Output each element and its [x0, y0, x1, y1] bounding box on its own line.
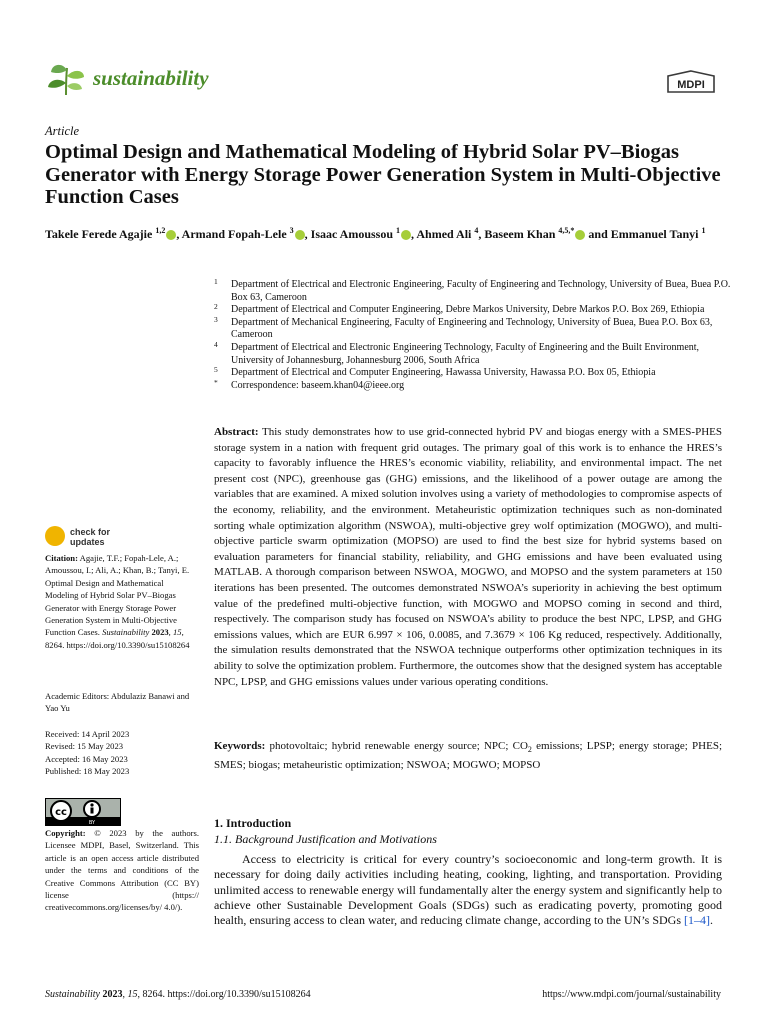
author-name: Armand Fopah-Lele — [181, 227, 290, 241]
orcid-icon[interactable] — [401, 230, 411, 240]
date-line: Received: 14 April 2023 — [45, 729, 130, 739]
author-affiliation-sup: 3 — [289, 226, 294, 235]
citation-block: Citation: Agajie, T.F.; Fopah-Lele, A.; Amoussou, I.; Ali, A.; Khan, B.; Tanyi, E. Optimal Design and Mathematical Modeling of Hybrid Solar PV–Biogas Generator with Energy Storage Power Generation System in Multi-Objective Function Cases. Sustainability 2023, 15, 8264. https://doi.org/10.3390/su15108264 — [45, 553, 190, 650]
author-affiliation-sup: 1 — [701, 226, 706, 235]
orcid-icon[interactable] — [575, 230, 585, 240]
keywords-label: Keywords: — [214, 740, 266, 752]
article-dates — [45, 728, 199, 778]
cc-by-icon — [46, 799, 120, 825]
abstract-text: This study demonstrates how to use grid-connected hybrid PV and biogas energy with a SMES-PHES storage system in a nation with frequent grid outages. The primary goal of this work is to enhance the HRES’s capacity to favorably influence the HRES’s economic viability, reliability, and environmental impact. The net present cost (NPC), greenhouse gas (GHG) emissions, and the likelihood of a power outage are among the variables that are examined. A mixed solution involves using a variety of methodologies to compromise aspects of the economy, reliability, and the environment. Metaheuristic optimization techniques such as non-dominated sorting whale optimization algorithm (NSWOA), multi-objective grey wolf optimization (MOGWO), and multi-objective particle swarm optimization (MOPSO) are used to find the best size for hybrid systems based on evaluation parameters for financial stability, reliability, and GHG emissions and have been evaluated using MATLAB. A thorough comparison between NSWOA, MOGWO, and MOPSO and the system parameters at 150 iterations has been presented. The outcomes demonstrated NSWOA’s superiority in achieving the best optimum value of the predefined multi-objective function, with MOGWO and MOPSO coming in second and third, respectively. The comparison study has focused on NSWOA’s ability to produce the best NPC, LPSP, and GHG emissions values, which are EUR 6.997 × 106, 0.0085, and 7.3679 × 106 Kg reduced, respectively. Additionally, the simulation results demonstrated that the NSWOA technique outperforms other optimization techniques in its ability to solve the optimization problem. Furthermore, the outcomes show that the designed system has acceptable NPC, LPSP, and GHG emissions values under various operating conditions. — [214, 426, 722, 688]
affiliation-text: Department of Electrical and Computer Engineering, Hawassa University, Hawassa P.O. Box 05, Ethiopia — [231, 367, 656, 379]
mdpi-logo-text: MDPI — [677, 79, 705, 91]
cc-by-license-badge[interactable] — [45, 798, 121, 826]
date-line: Revised: 15 May 2023 — [45, 741, 124, 752]
author-name: Takele Ferede Agajie — [45, 227, 156, 241]
article-title: Optimal Design and Mathematical Modeling of Hybrid Solar PV–Biogas Generator with Energy Storage Power Generation System in Multi-Objective Function Cases — [45, 141, 721, 208]
journal-name[interactable]: sustainability — [93, 66, 209, 90]
affiliation-text: Department of Electrical and Electronic Engineering Technology, Faculty of Engineering and the Built Environment, University of Johannesburg, Johannesburg 2006, South Africa — [231, 341, 700, 366]
check-for-updates-icon — [45, 526, 65, 546]
footer-journal-url[interactable]: https://www.mdpi.com/journal/sustainability — [542, 989, 721, 1000]
affiliation-text: Correspondence: baseem.khan04@ieee.org — [231, 379, 405, 391]
affiliation-item — [214, 377, 734, 393]
mdpi-logo-icon[interactable] — [666, 70, 716, 94]
check-for-updates-badge[interactable]: check for updates — [45, 524, 155, 550]
affiliation-number: 3 — [214, 314, 218, 324]
affiliation-item — [214, 339, 734, 367]
intro-paragraph: Access to electricity is critical for every country’s socioeconomic and long-term growth. It is necessary for doing daily activities including heating, cooking, lighting, and transportation. Providing unlimited access to renewable energy will fundamentally alter the energy system and significantly help to achieve other Sustainable Development Goals (SDGs) such as eradicating poverty, promoting good health, ensuring access to clean water, and reducing climate change, according to the UN’s SDGs [1–4]. — [214, 852, 722, 928]
date-line: Accepted: 16 May 2023 — [45, 753, 128, 764]
affiliation-number: * — [214, 377, 218, 387]
article-type: Article — [45, 124, 80, 138]
affiliation-text: Department of Electrical and Electronic Engineering, Faculty of Engineering and Technology, University of Buea, Buea P.O. Box 63, Cameroon — [231, 279, 731, 303]
subsection-heading: 1.1. Background Justification and Motivations — [214, 832, 437, 846]
abstract-label: Abstract: — [214, 426, 259, 438]
affiliation-item — [214, 304, 734, 317]
affiliation-item — [214, 367, 734, 380]
date-line: Published: 18 May 2023 — [45, 766, 130, 777]
author-name: Emmanuel Tanyi — [610, 227, 702, 241]
copyright-notice: Copyright: © 2023 by the authors. Licensee MDPI, Basel, Switzerland. This article is an open access article distributed under the terms and conditions of the Creative Commons Attribution (CC BY) license (https:// creativecommons.org/licenses/by/ 4.0/). — [45, 828, 199, 913]
affiliation-number: 1 — [214, 277, 218, 286]
orcid-icon[interactable] — [295, 230, 305, 240]
footer-citation: Sustainability 2023, 15, 8264. https://doi.org/10.3390/su15108264 — [45, 989, 311, 1000]
keywords-text: photovoltaic; hybrid renewable energy source; NPC; $CO_2$ emissions; LPSP; energy storage; PHES; SMES; biogas; metaheuristic optimization; NSWOA; MOGWO; MOPSO — [214, 740, 722, 771]
affiliation-number: 5 — [214, 365, 218, 375]
journal-leaf-logo-icon — [46, 62, 86, 96]
affiliation-number: 2 — [214, 302, 218, 312]
citation-link[interactable]: [1–4] — [684, 913, 711, 928]
svg-text:BY: BY — [88, 820, 96, 825]
abstract — [214, 425, 722, 690]
section-heading: 1. Introduction — [214, 816, 292, 830]
author-list: Takele Ferede Agajie $^{1,2}$ , Armand Fopah-Lele $^3$ , Isaac Amoussou $^1$ , Ahmed Ali $^4$, Baseem Khan $^{4,5,*}$ and Emmanuel Tanyi $^1$ — [45, 226, 706, 241]
affiliations — [214, 279, 734, 392]
author-affiliation-sup: 4,5,* — [558, 226, 575, 235]
author-affiliation-sup: 4 — [474, 226, 479, 235]
author-affiliation-sup: 1 — [396, 226, 401, 235]
citation-doi[interactable]: , 8264. https://doi.org/10.3390/su15108264 — [45, 627, 190, 650]
author-name: Baseem Khan — [484, 227, 559, 241]
author-affiliation-sup: 1,2 — [155, 226, 166, 235]
affiliation-text: Department of Mechanical Engineering, Faculty of Engineering and Technology, University of Buea, Buea P.O. Box 63, Cameroon — [231, 316, 713, 341]
orcid-icon[interactable] — [166, 230, 176, 240]
affiliation-number: 4 — [214, 339, 218, 349]
affiliation-item — [214, 314, 734, 342]
keywords — [214, 739, 722, 773]
author-name: Isaac Amoussou — [310, 227, 397, 241]
academic-editors: Academic Editors: Abdulaziz Banawi and Yao Yu — [45, 691, 190, 714]
affiliation-item — [214, 279, 734, 304]
affiliation-text: Department of Electrical and Computer Engineering, Debre Markos University, Debre Markos P.O. Box 269, Ethiopia — [231, 304, 705, 316]
svg-text:cc: cc — [55, 807, 67, 818]
author-name: Ahmed Ali — [416, 227, 475, 241]
